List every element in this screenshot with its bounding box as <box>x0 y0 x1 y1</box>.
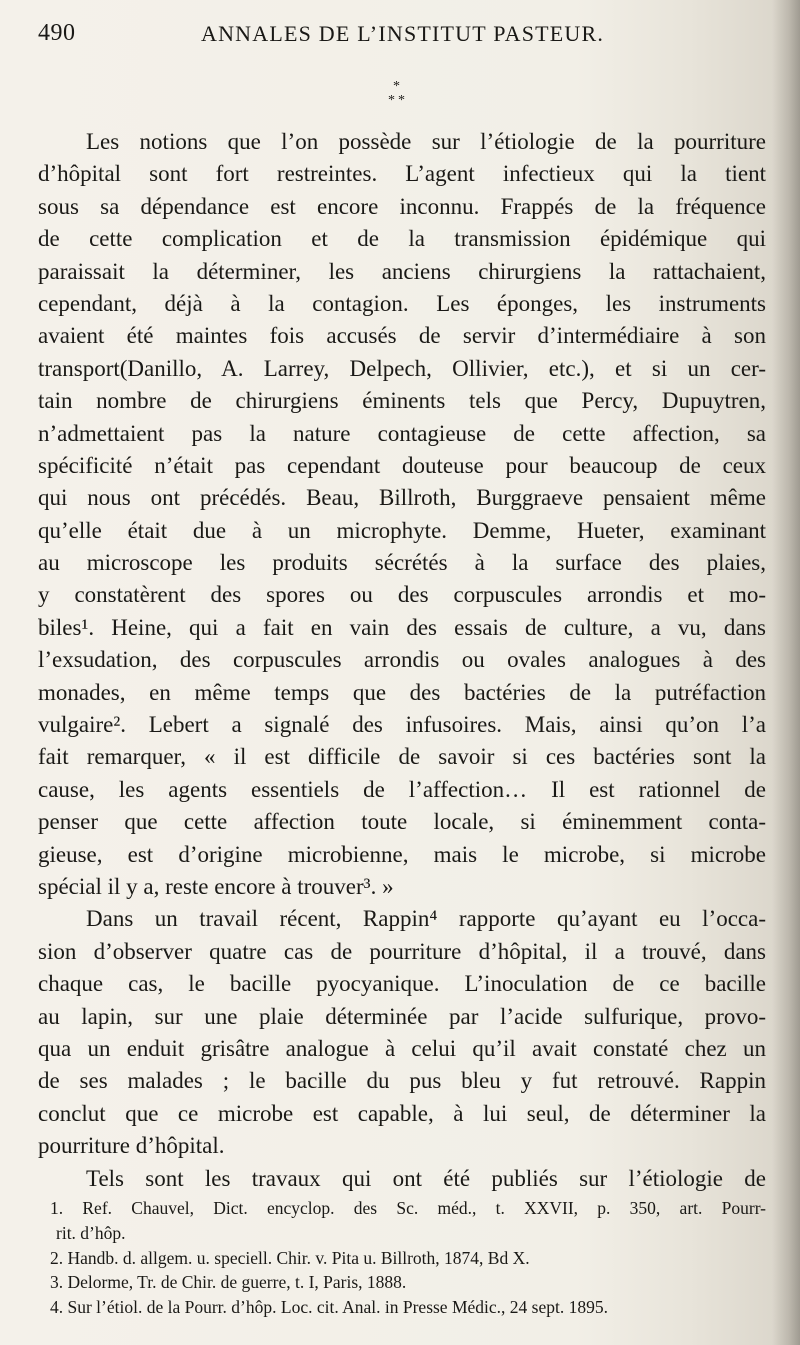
page-gutter-shadow <box>772 0 800 1345</box>
body-line: de cette complication et de la transmission épidémique qui <box>38 226 766 252</box>
body-line: Tels sont les travaux qui ont été publiés sur l’étiologie de <box>86 1165 766 1191</box>
body-line: spécial il y a, reste encore à trouver³. » <box>38 873 394 899</box>
footnotes <box>50 1196 766 1320</box>
body-line: spécificité n’était pas cependant douteuse pour beaucoup de ceux <box>38 452 766 478</box>
body-line: sous sa dépendance est encore inconnu. Frappés de la fréquence <box>38 193 766 219</box>
body-line: penser que cette affection toute locale, si éminemment conta- <box>38 809 766 835</box>
body-line: y constatèrent des spores ou des corpuscules arrondis et mo- <box>38 582 766 608</box>
body-line: Les notions que l’on possède sur l’étiologie de la pourriture <box>86 129 766 154</box>
footnote-line: 3. Delorme, Tr. de Chir. de guerre, t. I, Paris, 1888. <box>50 1272 407 1293</box>
body-line: l’exsudation, des corpuscules arrondis ou ovales analogues à des <box>38 647 766 673</box>
body-line: pourriture d’hôpital. <box>38 1133 225 1159</box>
footnote-line: 1. Ref. Chauvel, Dict. encyclop. des Sc. méd., t. XXVII, p. 350, art. Pourr- <box>50 1198 766 1218</box>
footnote-line: 4. Sur l’étiol. de la Pourr. d’hôp. Loc. cit. Anal. in Presse Médic., 24 sept. 1895. <box>50 1297 608 1318</box>
body-line: gieuse, est d’origine microbienne, mais le microbe, si microbe <box>38 841 766 867</box>
body-line: n’admettaient pas la nature contagieuse de cette affection, sa <box>38 420 766 446</box>
body-line: cause, les agents essentiels de l’affection… Il est rationnel de <box>38 776 766 802</box>
body-line: conclut que ce microbe est capable, à lui seul, de déterminer la <box>38 1100 766 1126</box>
body-line: biles¹. Heine, qui a fait en vain des essais de culture, a vu, dans <box>38 614 766 640</box>
body-line: cependant, déjà à la contagion. Les éponges, les instruments <box>38 290 766 316</box>
body-text <box>38 126 766 1195</box>
ornament-star: * <box>398 93 405 108</box>
body-line: de ses malades ; le bacille du pus bleu y fut retrouvé. Rappin <box>38 1068 766 1094</box>
body-line: fait remarquer, « il est difficile de savoir si ces bactéries sont la <box>38 744 766 770</box>
body-line: Dans un travail récent, Rappin⁴ rapporte qu’ayant eu l’occa- <box>86 906 766 932</box>
body-line: qui nous ont précédés. Beau, Billroth, Burggraeve pensaient même <box>38 485 766 511</box>
body-line: au microscope les produits sécrétés à la surface des plaies, <box>38 550 766 576</box>
body-line: d’hôpital sont fort restreintes. L’agent infectieux qui la tient <box>38 161 766 187</box>
body-line: tain nombre de chirurgiens éminents tels que Percy, Dupuytren, <box>38 388 766 414</box>
body-line: qu’elle était due à un microphyte. Demme, Hueter, examinant <box>38 517 766 543</box>
running-head <box>38 20 760 56</box>
body-line: chaque cas, le bacille pyocyanique. L’inoculation de ce bacille <box>38 971 766 997</box>
section-ornament <box>388 76 428 116</box>
body-line: au lapin, sur une plaie déterminée par l’acide sulfurique, provo- <box>38 1003 766 1029</box>
footnote-line: rit. d’hôp. <box>56 1222 126 1243</box>
body-line: avaient été maintes fois accusés de servir d’intermédiaire à son <box>38 323 766 349</box>
ornament-star: * <box>388 93 395 108</box>
body-line: qua un enduit grisâtre analogue à celui qu’il avait constaté chez un <box>38 1035 766 1061</box>
ornament-star: * <box>393 79 400 94</box>
body-line: transport(Danillo, A. Larrey, Delpech, Ollivier, etc.), et si un cer- <box>38 355 766 381</box>
body-line: sion d’observer quatre cas de pourriture d’hôpital, il a trouvé, dans <box>38 938 766 964</box>
footnote-line: 2. Handb. d. allgem. u. speciell. Chir. v. Pita u. Billroth, 1874, Bd X. <box>50 1247 530 1268</box>
journal-title: ANNALES DE L’INSTITUT PASTEUR. <box>201 21 605 46</box>
body-line: paraissait la déterminer, les anciens chirurgiens la rattachaient, <box>38 258 766 284</box>
body-line: vulgaire². Lebert a signalé des infusoires. Mais, ainsi qu’on l’a <box>38 712 766 738</box>
page-number: 490 <box>38 20 76 46</box>
body-line: monades, en même temps que des bactéries de la putréfaction <box>38 679 766 705</box>
